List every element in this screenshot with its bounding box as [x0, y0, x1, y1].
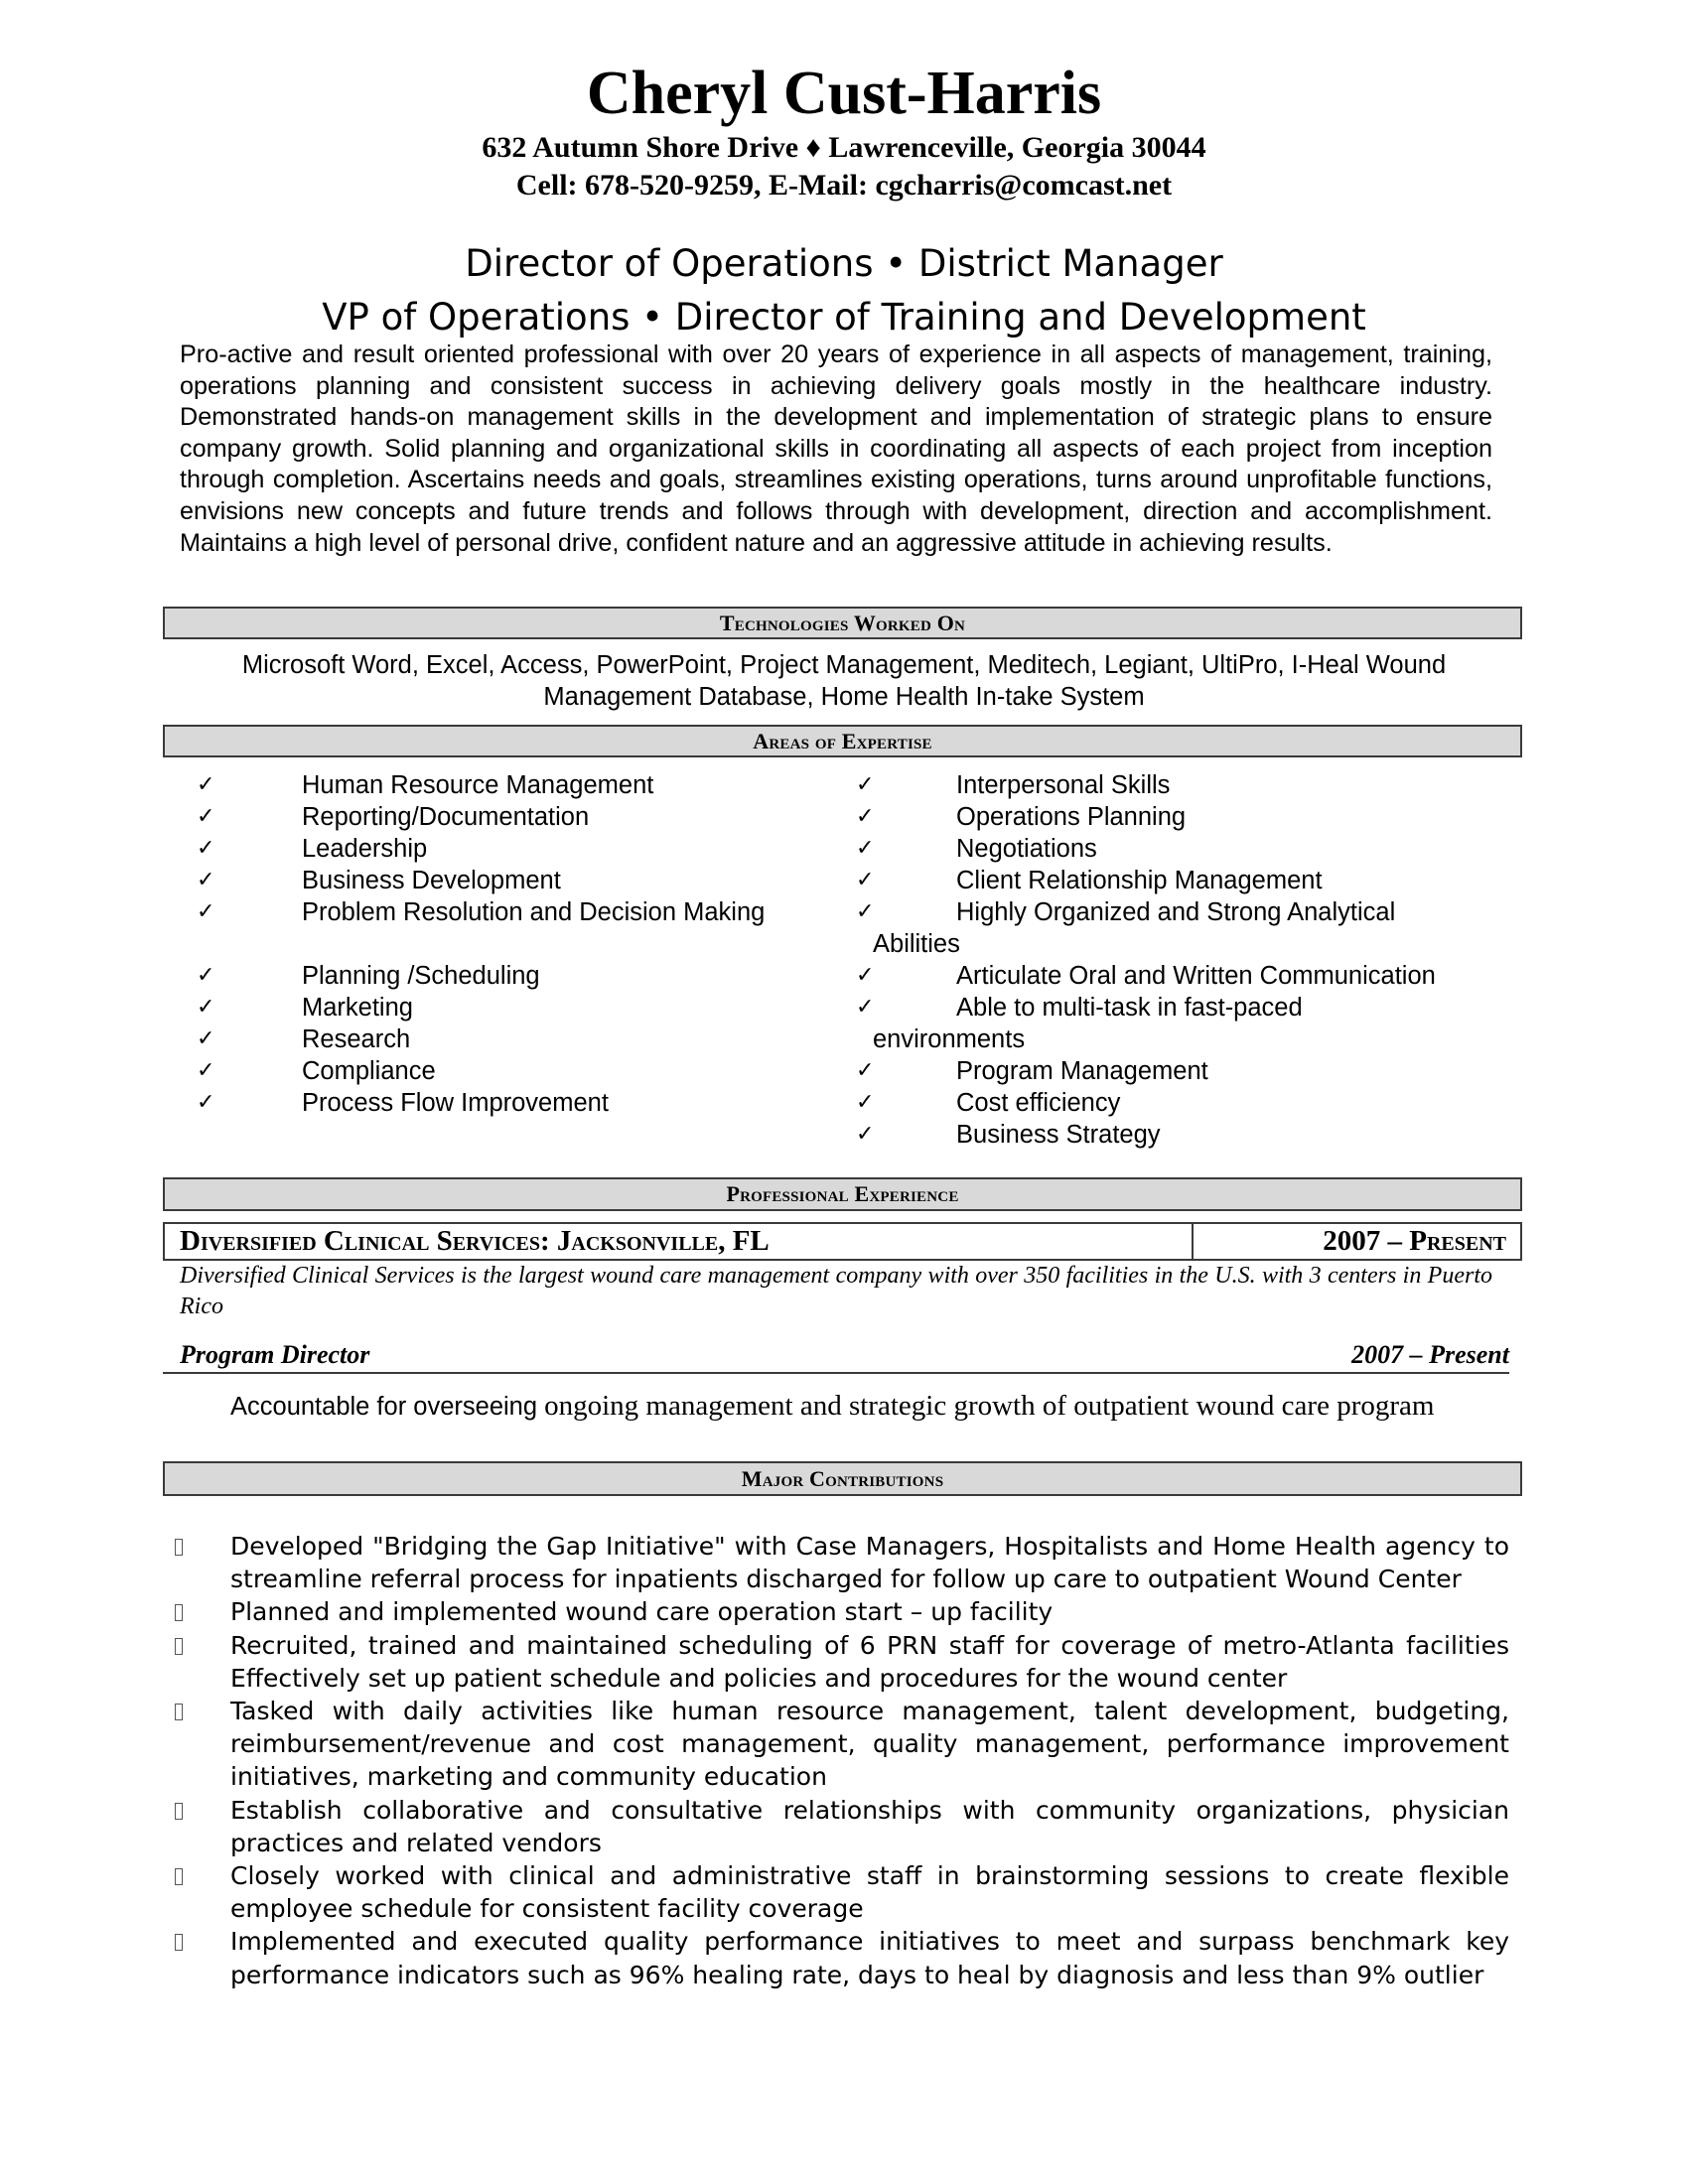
list-item: Establish collaborative and consultative relationships with community organizations, physician practices and related vendors: [175, 1794, 1509, 1859]
company-dates: 2007 – Present: [1323, 1225, 1506, 1257]
role-title: Program Director: [180, 1340, 370, 1369]
address: 632 Autumn Shore Drive ♦ Lawrenceville, Georgia 30044: [482, 131, 1206, 164]
checkmark-icon: ✓: [197, 963, 215, 988]
expertise-item: ✓ Human Resource Management: [197, 771, 654, 799]
contributions-section-header: [163, 1461, 1522, 1496]
expertise-item: ✓ Process Flow Improvement: [197, 1089, 609, 1117]
expertise-item: ✓ Leadership: [197, 835, 428, 863]
expertise-item: ✓ Operations Planning: [856, 803, 1187, 831]
expertise-item: ✓ Highly Organized and Strong Analytical: [856, 898, 1396, 926]
checkmark-icon: ✓: [856, 995, 875, 1020]
expertise-item: ✓ Planning /Scheduling: [197, 962, 540, 990]
checkmark-icon: ✓: [856, 772, 875, 797]
role-row: [163, 1338, 1509, 1374]
target-title-1: Director of Operations • District Manager: [465, 242, 1223, 285]
expertise-item: ✓ Program Management: [856, 1057, 1208, 1085]
company-row: [163, 1222, 1522, 1261]
checkmark-icon: ✓: [856, 868, 875, 892]
list-item: Planned and implemented wound care operation start – up facility: [175, 1595, 1509, 1628]
expertise-item: ✓ Client Relationship Management: [856, 867, 1323, 894]
list-item: Tasked with daily activities like human resource management, talent development, budgeting, reimbursement/revenue and cost management, quality management, performance improvement initiatives, marketing and community education: [175, 1695, 1509, 1794]
contact-info: Cell: 678-520-9259, E-Mail: cgcharris@comcast.net: [515, 169, 1173, 202]
expertise-item-continuation: environments: [873, 1025, 1026, 1053]
list-item: Recruited, trained and maintained scheduling of 6 PRN staff for coverage of metro-Atlanta facilities Effectively set up patient schedule and policies and procedures for the wound center: [175, 1629, 1509, 1695]
checkmark-icon: ✓: [197, 1026, 215, 1051]
list-item: Implemented and executed quality performance initiatives to meet and surpass benchmark key performance indicators such as 96% healing rate, days to heal by diagnosis and less than 9% outlier: [175, 1925, 1509, 1990]
checkmark-icon: ✓: [856, 804, 875, 829]
section-heading: Areas of Expertise: [753, 728, 932, 753]
checkmark-icon: ✓: [197, 899, 215, 924]
professional-summary: Pro-active and result oriented professional with over 20 years of experience in all aspects of management, training, operations planning and consistent success in achieving delivery goals mostly in the healthcare industry. Demonstrated hands-on management skills in the development and implementation of strategic plans to ensure company growth. Solid planning and organizational skills in coordinating all aspects of each project from inception through completion. Ascertains needs and goals, streamlines existing operations, turns around unprofitable functions, envisions new concepts and future trends and follows through with development, direction and accomplishment. Maintains a high level of personal drive, confident nature and an aggressive attitude in achieving results.: [180, 341, 1492, 557]
checkmark-icon: ✓: [197, 804, 215, 829]
expertise-item: ✓ Marketing: [197, 994, 413, 1022]
expertise-right-column: [856, 769, 1511, 1151]
missing-glyph-bullet-icon: [175, 1934, 183, 1951]
target-title-2: VP of Operations • Director of Training and Development: [322, 296, 1366, 339]
expertise-item: ✓ Compliance: [197, 1057, 436, 1085]
contributions-list: [175, 1530, 1509, 1991]
role-summary: Accountable for overseeing ongoing management and strategic growth of outpatient wound care program: [230, 1390, 1435, 1422]
role-dates: 2007 – Present: [1351, 1340, 1509, 1369]
checkmark-icon: ✓: [197, 836, 215, 861]
checkmark-icon: ✓: [856, 1090, 875, 1115]
experience-section-header: [163, 1177, 1522, 1211]
expertise-item: ✓ Business Development: [197, 867, 561, 894]
missing-glyph-bullet-icon: [175, 1638, 183, 1655]
missing-glyph-bullet-icon: [175, 1604, 183, 1621]
checkmark-icon: ✓: [856, 1122, 875, 1147]
candidate-name: Cheryl Cust-Harris: [586, 60, 1102, 127]
section-heading: Technologies Worked On: [719, 610, 966, 635]
technologies-section-header: [163, 607, 1522, 639]
checkmark-icon: ✓: [856, 963, 875, 988]
checkmark-icon: ✓: [856, 899, 875, 924]
missing-glyph-bullet-icon: [175, 1704, 183, 1720]
expertise-section-header: [163, 725, 1522, 757]
expertise-item: ✓ Research: [197, 1025, 411, 1053]
expertise-item: ✓ Able to multi-task in fast-paced: [856, 994, 1303, 1022]
checkmark-icon: ✓: [197, 1090, 215, 1115]
checkmark-icon: ✓: [856, 1058, 875, 1083]
expertise-item: ✓ Interpersonal Skills: [856, 771, 1171, 799]
list-item: Developed "Bridging the Gap Initiative" with Case Managers, Hospitalists and Home Health agency to streamline referral process for inpatients discharged for follow up care to outpatient Wound Center: [175, 1530, 1509, 1595]
checkmark-icon: ✓: [197, 868, 215, 892]
company-name: Diversified Clinical Services: Jacksonville, FL: [165, 1224, 1194, 1259]
checkmark-icon: ✓: [197, 772, 215, 797]
expertise-item: ✓ Reporting/Documentation: [197, 803, 590, 831]
section-heading: Major Contributions: [741, 1465, 944, 1491]
list-item: Closely worked with clinical and administrative staff in brainstorming sessions to create flexible employee schedule for consistent facility coverage: [175, 1859, 1509, 1925]
spacer: [197, 928, 812, 960]
expertise-item-continuation: Abilities: [873, 930, 960, 958]
company-description: Diversified Clinical Services is the largest wound care management company with over 350 facilities in the U.S. with 3 centers in Puerto Rico: [180, 1263, 1492, 1319]
expertise-item: ✓ Articulate Oral and Written Communication: [856, 962, 1436, 990]
checkmark-icon: ✓: [197, 1058, 215, 1083]
technologies-list: Microsoft Word, Excel, Access, PowerPoint, Project Management, Meditech, Legiant, UltiPro, I-Heal Wound Management Database, Home Health In-take System: [241, 651, 1447, 711]
missing-glyph-bullet-icon: [175, 1868, 183, 1885]
checkmark-icon: ✓: [856, 836, 875, 861]
section-heading: Professional Experience: [726, 1181, 959, 1206]
missing-glyph-bullet-icon: [175, 1803, 183, 1820]
checkmark-icon: ✓: [197, 995, 215, 1020]
expertise-left-column: [197, 769, 812, 1119]
expertise-item: ✓ Negotiations: [856, 835, 1097, 863]
expertise-item: ✓ Cost efficiency: [856, 1089, 1121, 1117]
expertise-item: ✓ Business Strategy: [856, 1121, 1161, 1149]
expertise-item: ✓ Problem Resolution and Decision Making: [197, 898, 766, 926]
missing-glyph-bullet-icon: [175, 1539, 183, 1556]
